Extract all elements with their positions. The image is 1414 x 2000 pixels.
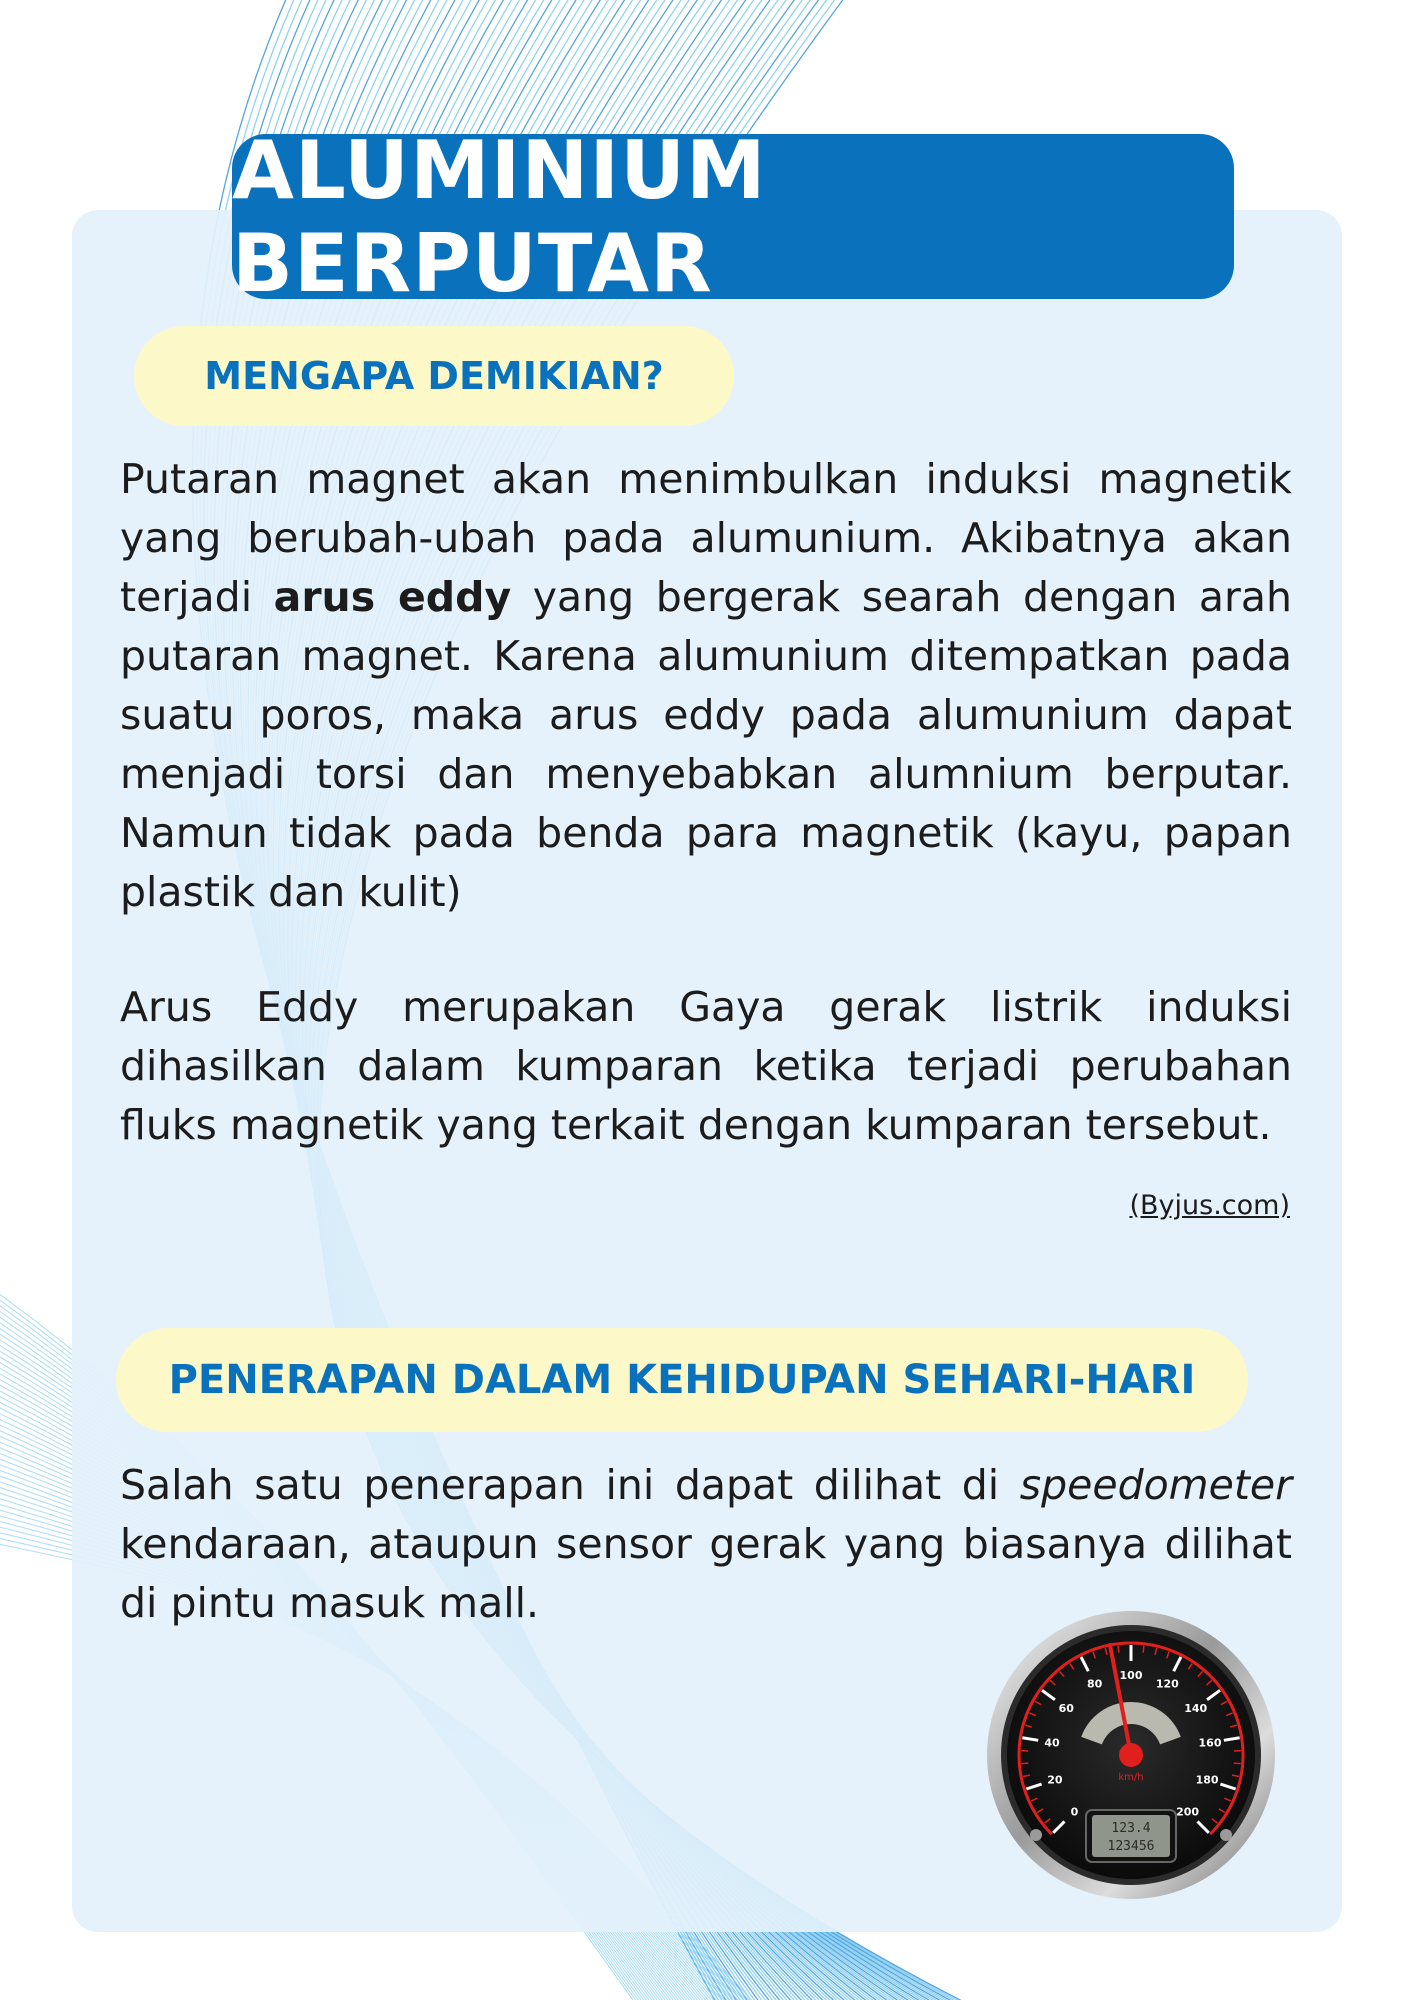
speedometer-tick-label: 160 <box>1198 1736 1222 1750</box>
speedometer-right-knob <box>1220 1829 1232 1841</box>
speedometer-tick-label: 100 <box>1119 1669 1143 1682</box>
speedometer-minor-tick <box>1143 1646 1144 1653</box>
term-speedometer: speedometer <box>1019 1461 1292 1509</box>
speedometer-left-knob <box>1030 1829 1042 1841</box>
title-banner <box>232 123 1234 310</box>
speedometer-tick-label: 40 <box>1044 1736 1060 1750</box>
speedometer-tick-label: 200 <box>1176 1805 1200 1819</box>
speedometer-image <box>986 1610 1276 1900</box>
paragraph-application: Salah satu penerapan ini dapat dilihat di speedometer kendaraan, ataupun sensor gerak yang biasanya dilihat di pintu masuk mall. <box>120 1461 1292 1627</box>
speedometer-needle-cap <box>1119 1743 1143 1767</box>
term-arus-eddy: arus eddy <box>273 573 512 621</box>
speedometer-odometer: 123456 <box>1107 1839 1155 1854</box>
speedometer-unit-label: km/h <box>1118 1772 1144 1783</box>
speedometer-tick-label: 60 <box>1058 1701 1074 1715</box>
speedometer-tick-label: 120 <box>1155 1677 1179 1691</box>
speedometer-trip: 123.4 <box>1111 1821 1151 1836</box>
speedometer-minor-tick <box>1021 1763 1028 1764</box>
section-heading-application <box>116 1328 1248 1432</box>
paragraph-definition: Arus Eddy merupakan Gaya gerak listrik induksi dihasilkan dalam kumparan ketika terjadi perubahan fluks magnetik yang terkait dengan kumparan tersebut. <box>120 983 1292 1149</box>
speedometer-tick-label: 140 <box>1184 1701 1208 1715</box>
section-heading-why <box>134 326 734 426</box>
speedometer-tick-label: 20 <box>1047 1773 1063 1787</box>
speedometer-minor-tick <box>1234 1763 1241 1764</box>
section-heading-application-label: PENERAPAN DALAM KEHIDUPAN SEHARI-HARI <box>168 1357 1196 1403</box>
speedometer-tick-label: 80 <box>1087 1677 1103 1691</box>
paragraph-explanation: Putaran magnet akan menimbulkan induksi magnetik yang berubah-ubah pada alumunium. Akibatnya akan terjadi arus eddy yang bergerak searah dengan arah putaran magnet. Karena alumunium ditempatkan pada suatu poros, maka arus eddy pada alumunium dapat menjadi torsi dan menyebabkan alumnium berputar. Namun tidak pada benda para magnetik (kayu, papan plastik dan kulit) <box>120 455 1292 916</box>
speedometer-tick-label: 0 <box>1070 1805 1079 1819</box>
source-citation: (Byjus.com) <box>1129 1190 1290 1221</box>
section-heading-why-label: MENGAPA DEMIKIAN? <box>204 354 664 398</box>
speedometer-tick-label: 180 <box>1195 1773 1219 1787</box>
speedometer-minor-tick <box>1118 1646 1119 1653</box>
page-title: ALUMINIUM BERPUTAR <box>232 123 767 310</box>
